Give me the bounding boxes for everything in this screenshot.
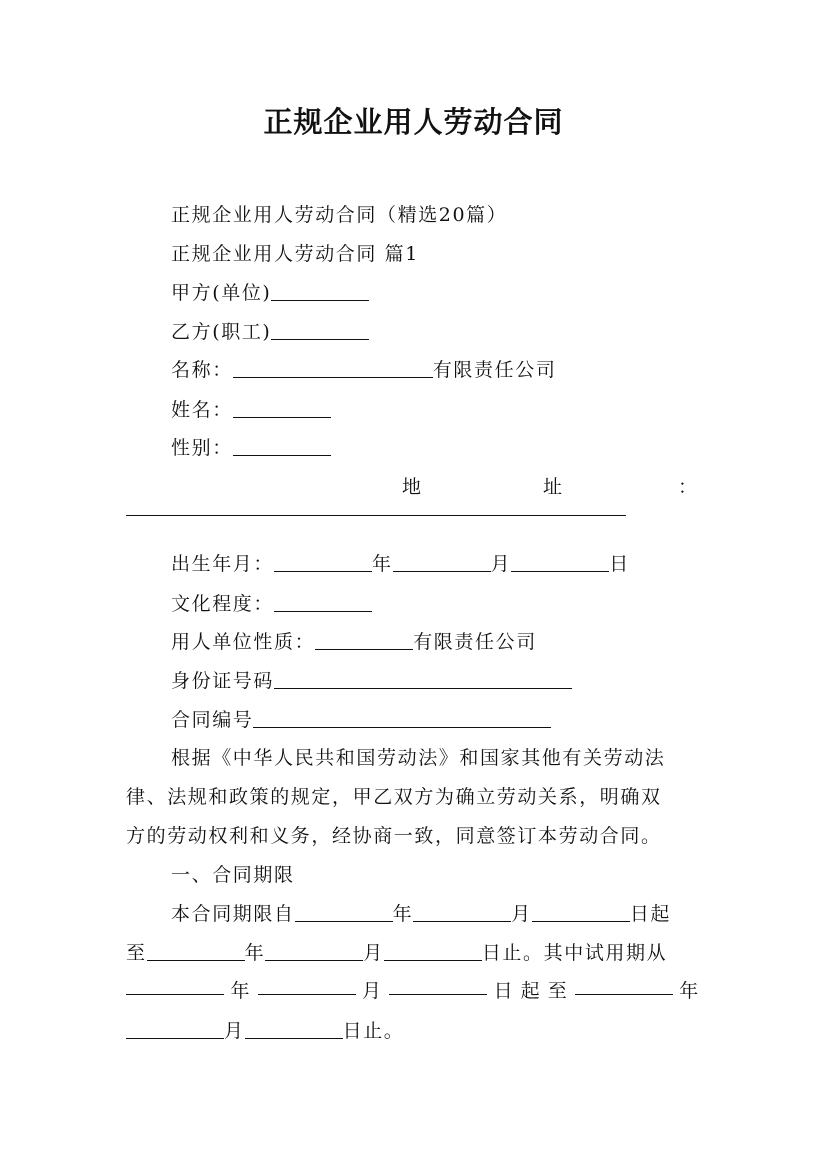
- year-label: 年: [372, 553, 393, 575]
- intro-line-2: 律、法规和政策的规定，甲乙双方为确立劳动关系，明确双: [126, 786, 662, 808]
- term-start-month-blank: [413, 903, 511, 922]
- name-label: 姓名：: [171, 399, 233, 421]
- month-label: 月: [224, 1020, 245, 1042]
- month-label: 月: [490, 553, 512, 575]
- address-char-3: ：: [678, 476, 698, 498]
- term-start-label: 本合同期限自: [171, 903, 295, 925]
- birth-day-blank: [511, 553, 609, 572]
- education-label: 文化程度：: [171, 593, 275, 615]
- term-start-day-blank: [532, 903, 630, 922]
- section-heading: 正规企业用人劳动合同 篇1: [171, 243, 419, 265]
- month-label: 月: [511, 903, 532, 925]
- company-name-blank: [233, 359, 433, 378]
- term-end-day-blank: [384, 942, 482, 961]
- company-suffix: 有限责任公司: [432, 359, 557, 381]
- education-blank: [274, 593, 372, 612]
- employer-type-blank: [315, 631, 413, 650]
- contract-no-blank: [253, 709, 551, 728]
- probation-start-year-blank: [126, 976, 224, 995]
- id-field: [171, 666, 572, 693]
- gender-field: [171, 433, 331, 460]
- gender-blank: [233, 437, 331, 456]
- id-blank: [274, 670, 572, 689]
- intro-line-1: 根据《中华人民共和国劳动法》和国家其他有关劳动法: [171, 747, 666, 769]
- day-from-label: 日起: [629, 903, 672, 925]
- term-end-month-blank: [265, 942, 363, 961]
- year-label: 年: [230, 980, 252, 1002]
- from-label: 起: [520, 980, 542, 1002]
- term-end-year-blank: [147, 942, 245, 961]
- probation-end-day-blank: [245, 1020, 343, 1039]
- name-field: [171, 395, 331, 422]
- year-label: 年: [392, 903, 414, 925]
- birth-label: 出生年月：: [171, 553, 275, 575]
- employer-type-label: 用人单位性质：: [171, 631, 316, 653]
- document-subtitle: 正规企业用人劳动合同（精选20篇）: [171, 204, 508, 226]
- employer-type-suffix: 有限责任公司: [413, 631, 537, 653]
- education-field: [171, 589, 372, 616]
- party-a-blank: [271, 282, 369, 301]
- term-line-4: [126, 1016, 404, 1043]
- term-start-year-blank: [295, 903, 393, 922]
- party-a-field: [171, 278, 369, 305]
- contract-no-label: 合同编号: [171, 709, 254, 731]
- probation-end-year-blank: [575, 976, 673, 995]
- probation-intro: 日止。其中试用期从: [481, 942, 668, 964]
- address-char-2: 址: [543, 476, 563, 498]
- name-blank: [233, 399, 331, 418]
- intro-line-3: 方的劳动权利和义务，经协商一致，同意签订本劳动合同。: [126, 825, 662, 847]
- employer-type-field: [171, 627, 537, 654]
- term-line-3: [126, 976, 700, 1003]
- term-line-2: [126, 938, 667, 965]
- year-label: 年: [244, 942, 266, 964]
- party-b-label: 乙方(职工): [171, 321, 272, 343]
- birth-field: [171, 549, 630, 576]
- day-end-label: 日止。: [342, 1020, 405, 1042]
- party-a-label: 甲方(单位): [171, 282, 272, 304]
- to-label: 至: [126, 942, 147, 964]
- id-label: 身份证号码: [171, 670, 275, 692]
- gender-label: 性别：: [171, 437, 233, 459]
- probation-end-month-blank: [126, 1020, 224, 1039]
- day-label: 日: [493, 980, 515, 1002]
- company-name-field: [171, 355, 556, 382]
- day-label: 日: [609, 553, 630, 575]
- clause-1-heading: 一、合同期限: [171, 864, 295, 886]
- month-label: 月: [362, 980, 383, 1002]
- contract-no-field: [171, 705, 551, 732]
- party-b-blank: [271, 321, 369, 340]
- to-label: 至: [547, 980, 569, 1002]
- month-label: 月: [363, 942, 384, 964]
- company-name-label: 名称：: [171, 359, 233, 381]
- address-blank: [126, 515, 626, 516]
- term-line-1: [171, 899, 671, 926]
- year-label: 年: [679, 980, 700, 1002]
- party-b-field: [171, 317, 369, 344]
- birth-month-blank: [393, 553, 491, 572]
- document-title: 正规企业用人劳动合同: [263, 105, 564, 139]
- probation-start-month-blank: [258, 976, 356, 995]
- birth-year-blank: [274, 553, 372, 572]
- probation-start-day-blank: [389, 976, 487, 995]
- address-char-1: 地: [402, 476, 422, 498]
